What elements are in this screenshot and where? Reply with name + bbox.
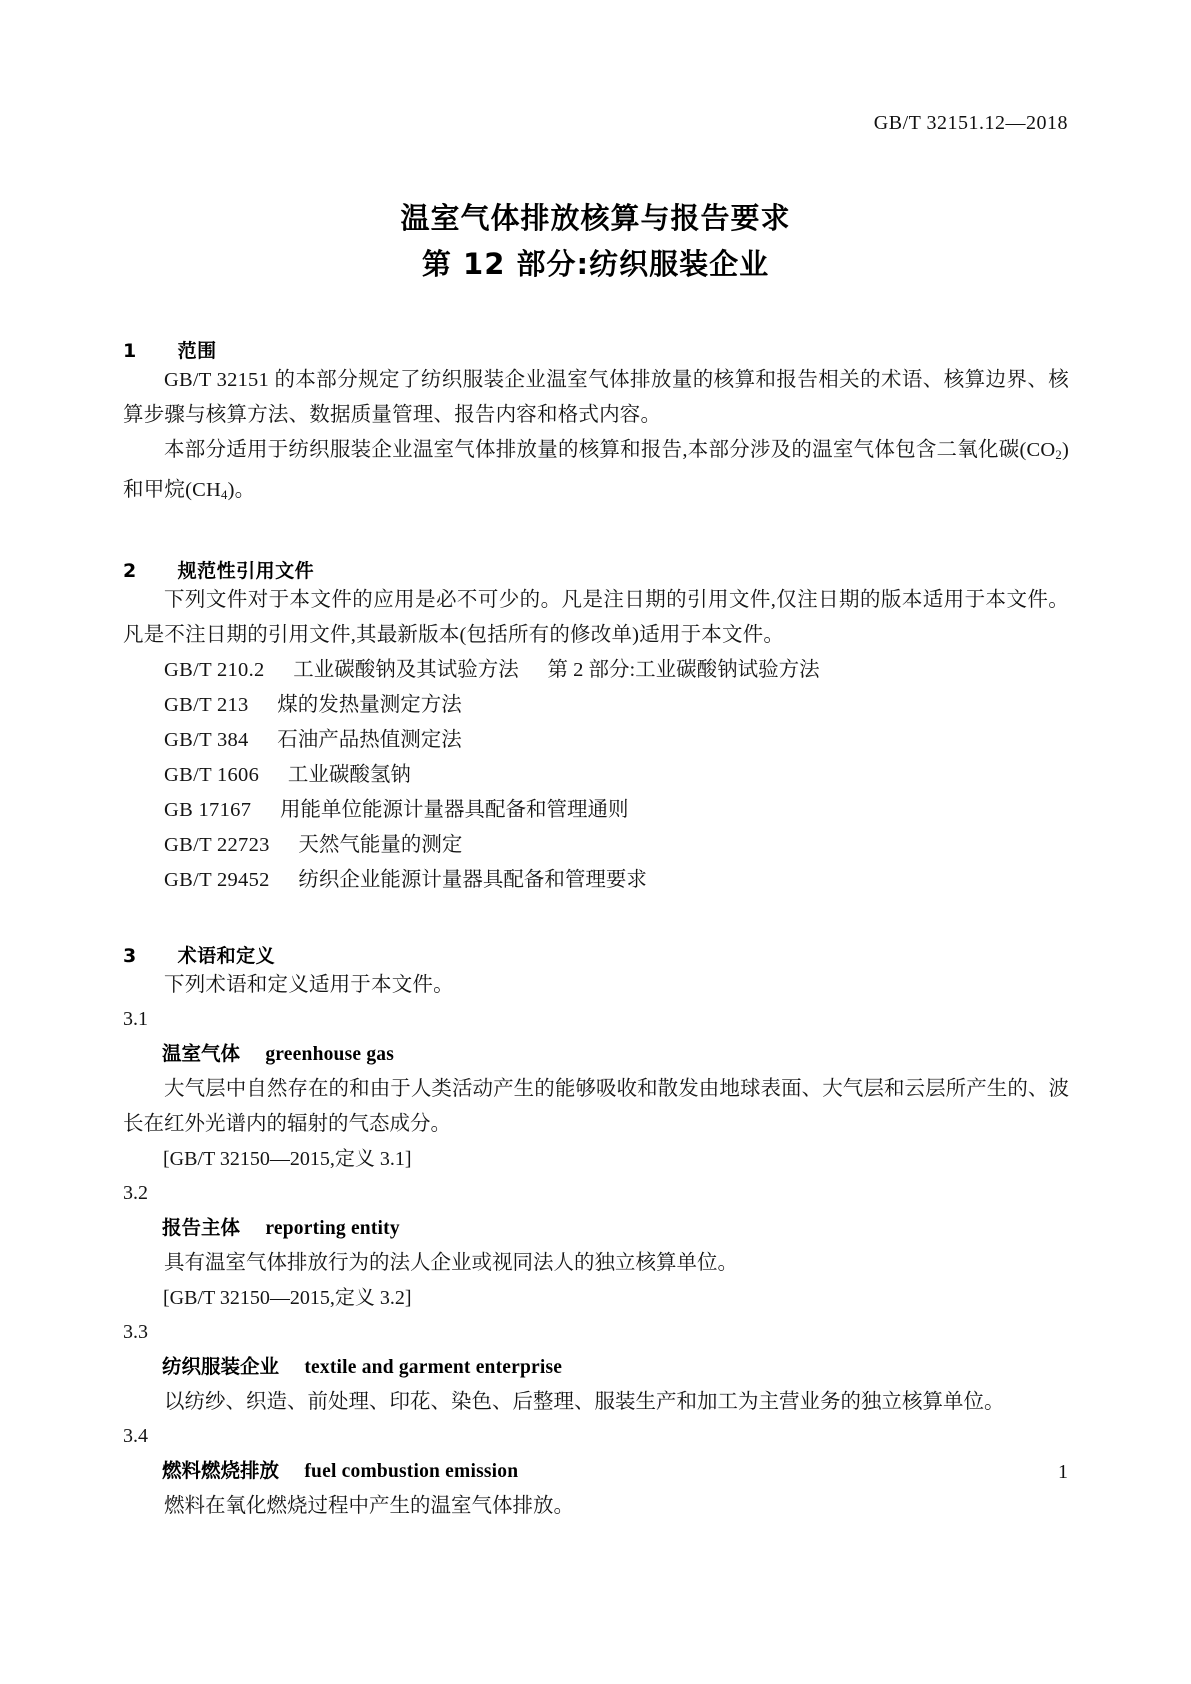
- term-entry: [123, 1177, 1069, 1316]
- reference-code: GB/T 22723: [164, 833, 270, 856]
- term-name-en: textile and garment enterprise: [304, 1356, 563, 1378]
- term-entry: [123, 1316, 1069, 1420]
- reference-item: [123, 793, 1069, 828]
- clause-2-paragraph-1: 下列文件对于本文件的应用是必不可少的。凡是注日期的引用文件,仅注日期的版本适用于本文件。凡是不注日期的引用文件,其最新版本(包括所有的修改单)适用于本文件。: [123, 588, 1069, 646]
- term-name-en: reporting entity: [265, 1217, 400, 1239]
- reference-title: 用能单位能源计量器具配备和管理通则: [279, 798, 629, 821]
- term-name-cn: 纺织服装企业: [162, 1354, 280, 1378]
- reference-code: GB/T 213: [164, 693, 249, 716]
- clause-1-paragraph-1: GB/T 32151 的本部分规定了纺织服装企业温室气体排放量的核算和报告相关的术语、核算边界、核算步骤与核算方法、数据质量管理、报告内容和格式内容。: [123, 369, 1069, 426]
- term-name-cn: 温室气体: [162, 1041, 241, 1065]
- term-definition: 具有温室气体排放行为的法人企业或视同法人的独立核算单位。: [164, 1251, 738, 1274]
- formula-mid-text: )和甲烷(CH: [123, 439, 1069, 501]
- page-number: 1: [1058, 1461, 1068, 1483]
- clause-3-title: 术语和定义: [177, 944, 276, 967]
- term-source-reference: [GB/T 32150—2015,定义 3.2]: [163, 1286, 412, 1309]
- term-name-en: fuel combustion emission: [304, 1460, 519, 1482]
- term-heading: [123, 1036, 1069, 1072]
- clause-2-number: 2: [123, 559, 137, 582]
- running-header-standard-number: GB/T 32151.12—2018: [873, 112, 1068, 134]
- normative-reference-list: [123, 653, 1069, 898]
- reference-item: [123, 653, 1069, 688]
- clause-1-title: 范围: [177, 340, 217, 362]
- reference-code: GB 17167: [164, 798, 252, 821]
- page-title: [0, 196, 1191, 286]
- term-definition: 燃料在氧化燃烧过程中产生的温室气体排放。: [164, 1494, 574, 1517]
- term-source-reference: [GB/T 32150—2015,定义 3.1]: [163, 1147, 412, 1170]
- clause-1-paragraph-2: [123, 433, 1069, 513]
- reference-item: [123, 828, 1069, 863]
- term-heading: [123, 1349, 1069, 1385]
- term-entry: [123, 1420, 1069, 1524]
- reference-item: [123, 758, 1069, 793]
- formula-ch4-subscript: 4: [221, 487, 228, 502]
- term-number: 3.2: [123, 1181, 148, 1204]
- title-line-2: 第 12 部分:纺织服装企业: [421, 247, 770, 281]
- clause-3-intro: 下列术语和定义适用于本文件。: [164, 973, 454, 996]
- reference-part: 第 2 部分:工业碳酸钠试验方法: [547, 658, 820, 681]
- reference-item: [123, 723, 1069, 758]
- clause-heading-3: [123, 941, 1069, 968]
- term-name-cn: 燃料燃烧排放: [162, 1458, 280, 1482]
- reference-title: 工业碳酸钠及其试验方法: [293, 658, 519, 681]
- reference-code: GB/T 1606: [164, 763, 260, 786]
- reference-title: 石油产品热值测定法: [277, 728, 462, 751]
- term-heading: [123, 1210, 1069, 1246]
- reference-code: GB/T 29452: [164, 868, 270, 891]
- formula-suffix: )。: [227, 478, 256, 501]
- reference-title: 煤的发热量测定方法: [277, 693, 462, 716]
- clause-1-paragraph-2-text: 本部分适用于纺织服装企业温室气体排放量的核算和报告,本部分涉及的温室气体包含二氧化碳: [164, 439, 1020, 461]
- clause-3-number: 3: [123, 944, 137, 967]
- document-body: [123, 336, 1069, 1524]
- term-number: 3.4: [123, 1424, 148, 1447]
- reference-code: GB/T 384: [164, 728, 249, 751]
- term-definition: 大气层中自然存在的和由于人类活动产生的能够吸收和散发由地球表面、大气层和云层所产生的、波长在红外光谱内的辐射的气态成分。: [123, 1077, 1069, 1135]
- reference-code: GB/T 210.2: [164, 658, 265, 681]
- reference-item: [123, 688, 1069, 723]
- term-entry: [123, 1003, 1069, 1177]
- clause-2-title: 规范性引用文件: [177, 559, 315, 582]
- reference-title: 工业碳酸氢钠: [287, 763, 411, 786]
- clause-heading-1: [123, 336, 1069, 363]
- formula-co2-prefix: (CO: [1019, 439, 1056, 461]
- reference-title: 纺织企业能源计量器具配备和管理要求: [298, 868, 647, 891]
- formula-co2-subscript: 2: [1055, 447, 1062, 462]
- term-name-en: greenhouse gas: [265, 1043, 395, 1065]
- reference-title: 天然气能量的测定: [298, 833, 463, 856]
- term-number: 3.1: [123, 1007, 148, 1030]
- clause-heading-2: [123, 556, 1069, 583]
- term-number: 3.3: [123, 1320, 148, 1343]
- term-definition: 以纺纱、织造、前处理、印花、染色、后整理、服装生产和加工为主营业务的独立核算单位。: [164, 1390, 1005, 1413]
- reference-item: [123, 863, 1069, 898]
- term-heading: [123, 1453, 1069, 1489]
- term-name-cn: 报告主体: [162, 1215, 241, 1239]
- clause-1-number: 1: [123, 340, 137, 362]
- title-line-1: 温室气体排放核算与报告要求: [400, 201, 791, 235]
